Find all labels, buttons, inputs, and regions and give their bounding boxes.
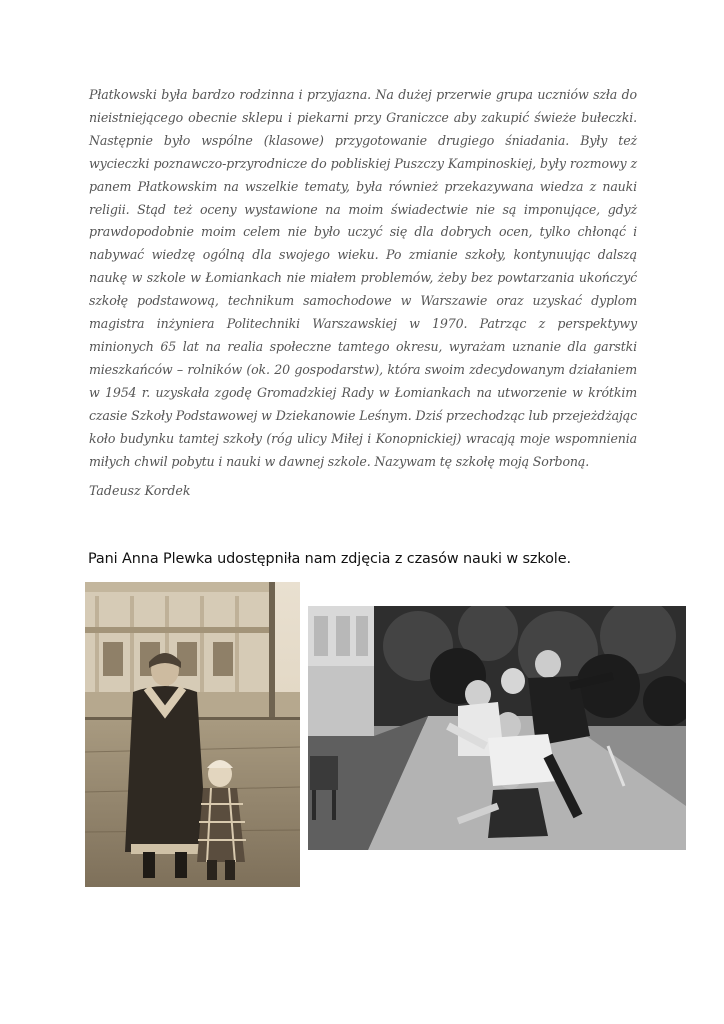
photo-caption: Pani Anna Plewka udostępniła nam zdjęcia z czasów nauki w szkole. [88,551,571,567]
photo-woman-with-child [85,582,300,887]
photo-children-on-path [308,606,686,850]
memoir-text [89,84,637,473]
sepia-photo-image [85,582,300,887]
author-signature: Tadeusz Kordek [89,483,191,498]
bw-photo-image [308,606,686,850]
memoir-paragraph: Płatkowski była bardzo rodzinna i przyjazna. Na dużej przerwie grupa uczniów szła do nieistniejącego obecnie sklepu i piekarni przy Graniczce aby zakupić świeże bułeczki. Następnie było wspólne (klasowe) przygotowanie drugiego śniadania. Były też wycieczki poznawczo-przyrodnicze do pobliskiej Puszczy Kampinoskiej, były rozmowy z panem Płatkowskim na wszelkie tematy, była również przekazywana wiedza z nauki religii. Stąd też oceny wystawione na moim świadectwie nie są imponujące, gdyż prawdopodobnie moim celem nie było uczyć się dla dobrych ocen, tylko chłonąć i nabywać wiedzę ogólną dla swojego wieku. Po zmianie szkoły, kontynuując dalszą naukę w szkole w Łomiankach nie miałem problemów, żeby bez powtarzania ukończyć szkołę podstawową, technikum samochodowe w Warszawie oraz uzyskać dyplom magistra inżyniera Politechniki Warszawskiej w 1970. Patrząc z perspektywy minionych 65 lat na realia społeczne tamtego okresu, wyrażam uznanie dla garstki mieszkańców – rolników (ok. 20 gospodarstw), która swoim zdecydowanym działaniem w 1954 r. uzyskała zgodę Gromadzkiej Rady w Łomiankach na utworzenie w krótkim czasie Szkoły Podstawowej w Dziekanowie Leśnym. Dziś przechodząc lub przejeżdżając koło budynku tamtej szkoły (róg ulicy Miłej i Konopnickiej) wracają moje wspomnienia miłych chwil pobytu i nauki w dawnej szkole. Nazywam tę szkołę moją Sorboną. [89,87,637,469]
